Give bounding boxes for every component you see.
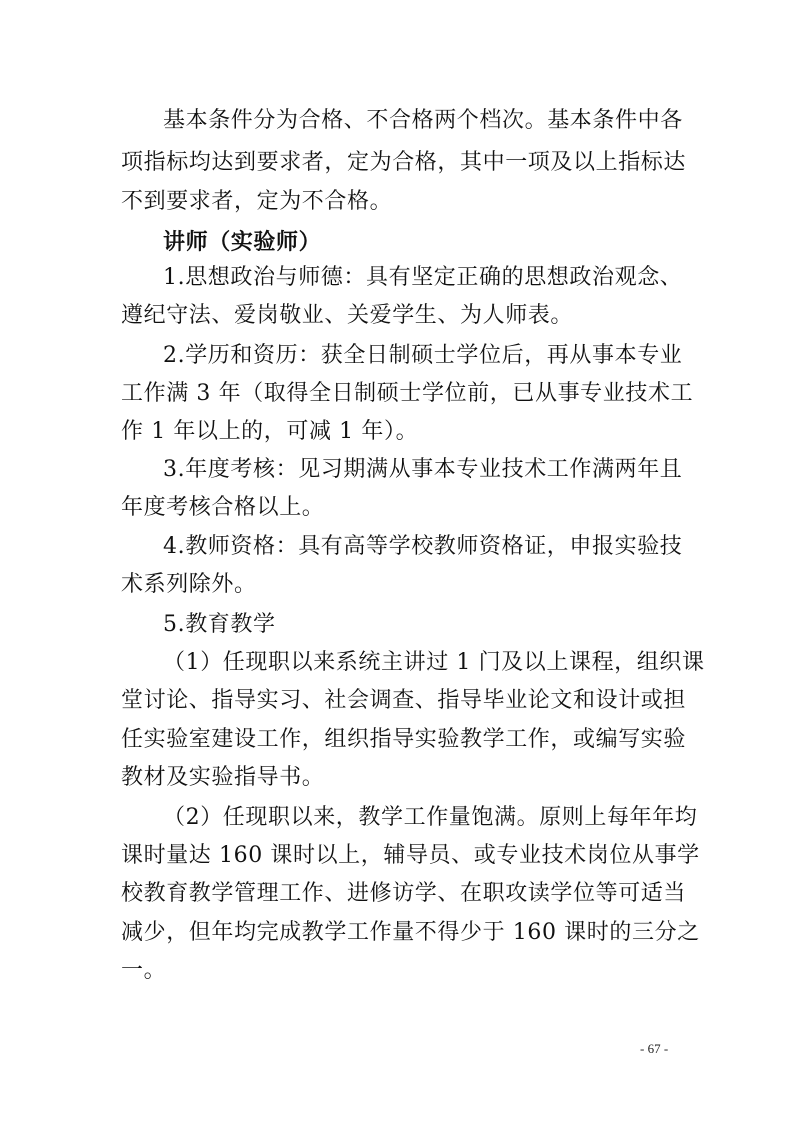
page-number: - 67 - bbox=[640, 1041, 669, 1056]
paragraph-line: 作 1 年以上的，可减 1 年）。 bbox=[121, 419, 419, 444]
paragraph-line: 术系列除外。 bbox=[121, 572, 257, 597]
paragraph-line: 教材及实验指导书。 bbox=[121, 765, 325, 790]
paragraph-line: 4.教师资格：具有高等学校教师资格证，申报实验技 bbox=[163, 534, 683, 559]
paragraph-line: 3.年度考核：见习期满从事本专业技术工作满两年且 bbox=[163, 457, 683, 482]
paragraph-line: 基本条件分为合格、不合格两个档次。基本条件中各 bbox=[163, 108, 683, 133]
section-heading: 讲师（实验师） bbox=[163, 229, 322, 255]
paragraph-line: 2.学历和资历：获全日制硕士学位后，再从事本专业 bbox=[163, 343, 683, 368]
paragraph-line: 任实验室建设工作，组织指导实验教学工作，或编写实验 bbox=[121, 727, 687, 752]
paragraph-line: 减少，但年均完成教学工作量不得少于 160 课时的三分之 bbox=[121, 920, 700, 945]
paragraph-line: 5.教育教学 bbox=[163, 612, 276, 637]
paragraph-line: 年度考核合格以上。 bbox=[121, 495, 325, 520]
paragraph-line: 校教育教学管理工作、进修访学、在职攻读学位等可适当 bbox=[121, 881, 687, 906]
paragraph-line: 项指标均达到要求者，定为合格，其中一项及以上指标达 bbox=[121, 150, 687, 175]
paragraph-line: 堂讨论、指导实习、社会调查、指导毕业论文和设计或担 bbox=[121, 688, 687, 713]
paragraph-line: （2）任现职以来，教学工作量饱满。原则上每年年均 bbox=[163, 805, 698, 830]
paragraph-line: 课时量达 160 课时以上，辅导员、或专业技术岗位从事学 bbox=[121, 843, 700, 868]
paragraph-line: 一。 bbox=[121, 958, 167, 983]
paragraph-line: 1.思想政治与师德：具有坚定正确的思想政治观念、 bbox=[163, 265, 683, 290]
paragraph-line: 不到要求者，定为不合格。 bbox=[121, 189, 393, 214]
paragraph-line: 工作满 3 年（取得全日制硕士学位前，已从事专业技术工 bbox=[121, 381, 694, 406]
paragraph-line: 遵纪守法、爱岗敬业、关爱学生、为人师表。 bbox=[121, 303, 574, 328]
paragraph-line: （1）任现职以来系统主讲过 1 门及以上课程，组织课 bbox=[163, 650, 705, 675]
